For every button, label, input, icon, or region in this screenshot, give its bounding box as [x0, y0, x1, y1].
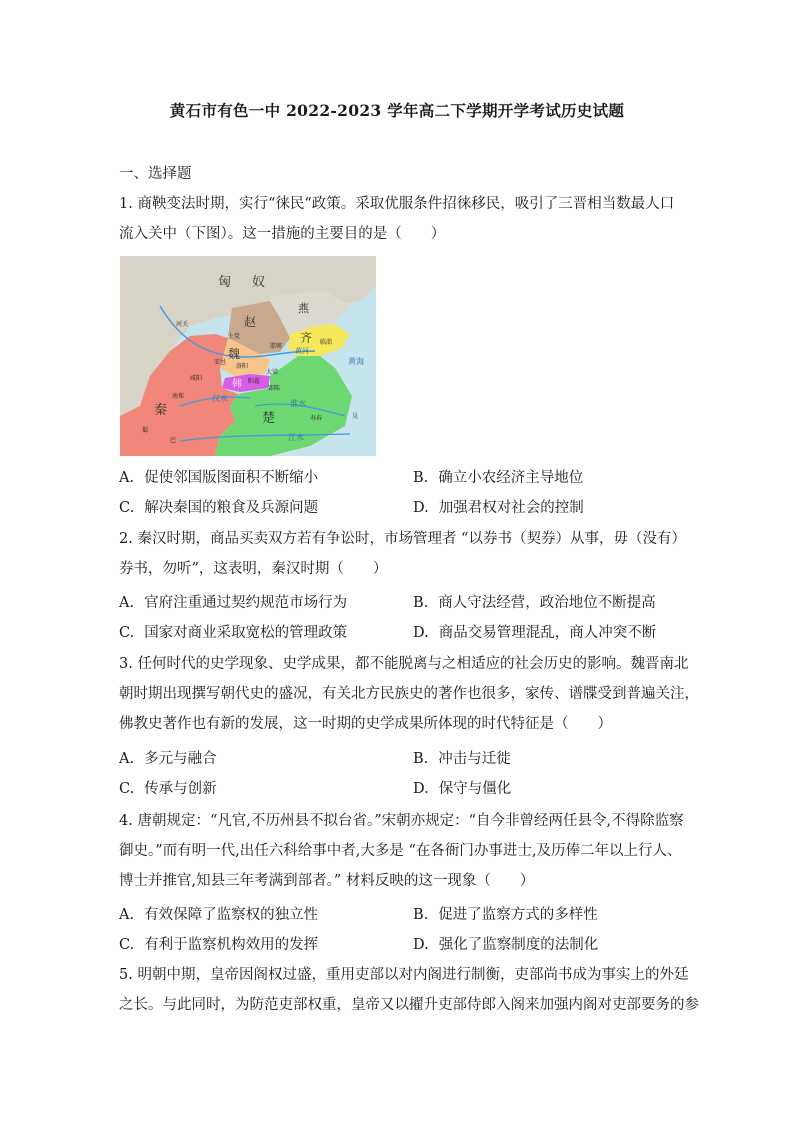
- option-text: 多元与融合: [144, 751, 217, 767]
- option-key: C.: [119, 500, 135, 516]
- map-label-qin: 秦: [154, 403, 168, 418]
- question-1-line-1: 1. 商鞅变法时期，实行“徕民“政策。采取优服条件招徕移民，吸引了三晋相当数最人口: [119, 196, 675, 212]
- map-label-yan: 燕: [298, 302, 309, 315]
- map-label-zhao: 赵: [244, 315, 257, 329]
- question-3-option-c[interactable]: [119, 779, 217, 799]
- option-key: C.: [119, 625, 135, 641]
- map-svg: [120, 256, 376, 456]
- option-text: 确立小农经济主导地位: [438, 470, 584, 486]
- map-label-linzi: 临淄: [320, 339, 333, 346]
- question-3-line-1: 3. 任何时代的史学现象、史学成果，都不能脱离与之相适应的社会历史的影响。魏晋南北: [119, 656, 689, 672]
- question-1-line-2: 流入关中（下图）。这一措施的主要目的是（ ）: [119, 226, 446, 242]
- option-key: D.: [413, 500, 429, 516]
- question-3-line-2: 朝时期出现撰写朝代史的盛况，有关北方民族史的著作也很多，家传、谱牒受到普遍关注，: [119, 686, 699, 702]
- option-text: 冲击与迁徙: [438, 751, 511, 767]
- section-heading: 一、选择题: [119, 166, 192, 182]
- option-text: 有利于监察机构效用的发挥: [144, 937, 319, 953]
- option-key: A.: [119, 751, 135, 767]
- map-label-ba: 巴: [170, 437, 177, 444]
- option-key: D.: [413, 937, 429, 953]
- option-text: 促进了监察方式的多样性: [438, 907, 598, 923]
- map-label-huanghai: 黄海: [348, 357, 364, 366]
- question-1-option-b[interactable]: [413, 468, 583, 488]
- question-2-option-d[interactable]: [413, 623, 656, 643]
- map-label-luoyang: 洛阳: [236, 363, 249, 370]
- map-label-daliang: 大梁: [266, 369, 279, 376]
- option-text: 强化了监察制度的法制化: [438, 937, 599, 953]
- question-1-option-a[interactable]: [119, 468, 318, 488]
- question-4-option-c[interactable]: [119, 935, 318, 955]
- question-2-line-2: 券书，勿听”，这表明，秦汉时期（ ）: [119, 561, 388, 577]
- option-text: 官府注重通过契约规范市场行为: [144, 595, 348, 611]
- map-label-nanzheng: 南郑: [172, 393, 185, 400]
- question-5-line-1: 5. 明朝中期，皇帝因阁权过盛，重用吏部以对内阁进行制衡，吏部尚书成为事实上的外廷: [119, 967, 689, 983]
- map-label-chu: 楚: [262, 411, 276, 426]
- map-label-qi: 齐: [300, 331, 313, 345]
- option-key: A.: [119, 595, 135, 611]
- option-key: C.: [119, 781, 135, 797]
- option-key: B.: [413, 751, 429, 767]
- map-label-han: 韩: [232, 379, 242, 390]
- option-text: 商人守法经营，政治地位不断提高: [438, 595, 656, 611]
- option-text: 保守与僵化: [438, 781, 512, 797]
- question-2-line-1: 2. 秦汉时期，商品买卖双方若有争讼时，市场管理者 “以券书（契券）从事，毋（没有）: [119, 531, 686, 547]
- option-text: 加强君权对社会的控制: [438, 500, 584, 516]
- question-3-option-d[interactable]: [413, 779, 511, 799]
- option-text: 有效保障了监察权的独立性: [144, 907, 319, 923]
- question-2-option-b[interactable]: [413, 593, 656, 613]
- map-label-handan: 邯郸: [270, 343, 283, 350]
- map-label-huanghe: 黄河: [295, 347, 309, 355]
- map-label-jiangshui: 江水: [288, 433, 304, 442]
- map-label-anyi: 安邑: [214, 359, 227, 366]
- question-4-line-3: 博士并推官,知县三年考满到部者。” 材料反映的这一现象（ ）: [119, 873, 535, 889]
- map-label-chencheng: 郢陈: [268, 385, 281, 392]
- question-5-line-2: 之长。与此同时，为防范吏部权重，皇帝又以擢升吏部侍郎入阁来加强内阁对吏部要务的参: [119, 997, 699, 1013]
- option-key: D.: [413, 781, 429, 797]
- map-label-shangdang: 上党: [228, 333, 241, 340]
- map-label-xianyang: 咸阳: [190, 375, 203, 382]
- map-label-hanshui: 汉水: [212, 394, 228, 403]
- question-4-line-1: 4. 唐朝规定：“凡官,不历州县不拟台省。”宋朝亦规定：“自今非曾经两任县令,不得除监察: [119, 813, 684, 829]
- question-4-option-d[interactable]: [413, 935, 598, 955]
- question-1-option-d[interactable]: [413, 498, 584, 518]
- option-text: 传承与创新: [144, 781, 217, 797]
- question-4-option-a[interactable]: [119, 905, 318, 925]
- map-label-xiongnu-2: 奴: [252, 275, 266, 290]
- question-3-line-3: 佛教史著作也有新的发展，这一时期的史学成果所体现的时代特征是（ ）: [119, 716, 612, 732]
- warring-states-map: [120, 256, 376, 456]
- option-key: C.: [119, 937, 135, 953]
- option-key: B.: [413, 595, 429, 611]
- option-key: D.: [413, 625, 429, 641]
- option-text: 国家对商业采取宽松的管理政策: [144, 625, 348, 641]
- map-label-huaishui: 淮水: [290, 399, 306, 408]
- question-1-option-c[interactable]: [119, 498, 318, 518]
- question-4-line-2: 御史。”而有明一代,出任六科给事中者,大多是 “在各衙门办事进士,及历俸二年以上行人、: [119, 843, 682, 859]
- option-key: B.: [413, 907, 429, 923]
- question-3-option-b[interactable]: [413, 749, 511, 769]
- option-text: 促使邻国版图面积不断缩小: [144, 470, 319, 486]
- page-title: 黄石市有色一中 2022-2023 学年高二下学期开学考试历史试题: [169, 101, 625, 120]
- map-label-yangdi: 阳翟: [248, 378, 261, 385]
- option-key: A.: [119, 470, 135, 486]
- option-key: B.: [413, 470, 429, 486]
- question-2-option-a[interactable]: [119, 593, 347, 613]
- map-label-wei: 魏: [228, 347, 241, 361]
- map-label-wu: 吴: [352, 413, 359, 420]
- map-label-shouchun: 寿春: [310, 415, 323, 422]
- map-label-xiongnu-1: 匈: [218, 275, 232, 290]
- option-text: 解决秦国的粮食及兵源问题: [144, 500, 319, 516]
- question-2-option-c[interactable]: [119, 623, 347, 643]
- question-4-option-b[interactable]: [413, 905, 598, 925]
- map-label-heguan: 河关: [176, 321, 189, 328]
- option-text: 商品交易管理混乱，商人冲突不断: [438, 625, 657, 641]
- option-key: A.: [119, 907, 135, 923]
- question-3-option-a[interactable]: [119, 749, 217, 769]
- map-label-shu: 蜀: [142, 427, 149, 434]
